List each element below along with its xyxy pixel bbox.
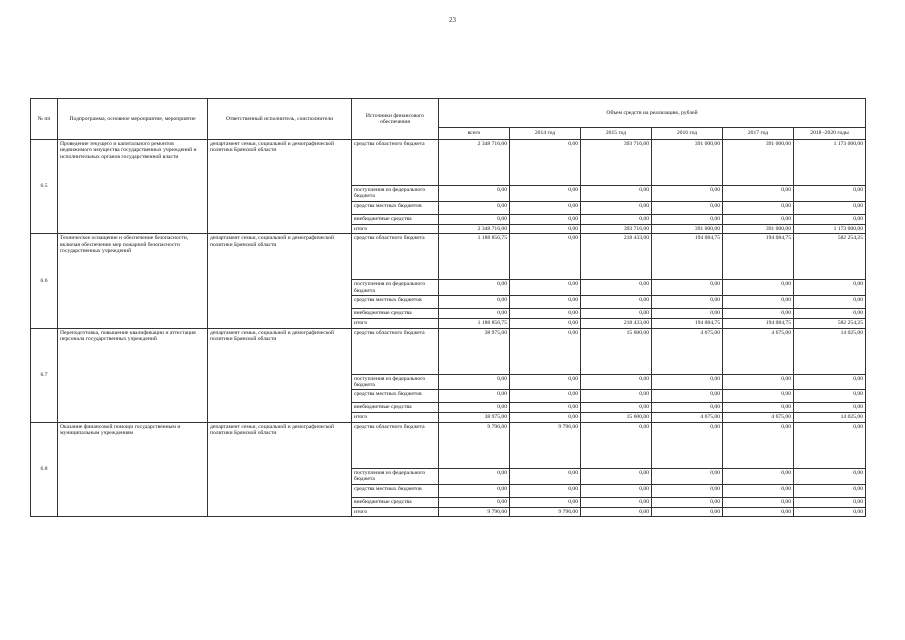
- budget-table: [30, 98, 866, 517]
- value-2015: 393 716,00: [581, 224, 652, 233]
- value-total: 0,00: [439, 468, 510, 484]
- header-year-2014: 2014 год: [510, 128, 581, 140]
- value-total: 0,00: [439, 484, 510, 497]
- value-2018-2020: 0,00: [794, 507, 866, 516]
- page-number: 23: [449, 16, 456, 24]
- value-2014: 0,00: [510, 319, 581, 328]
- value-total: 2 348 716,00: [439, 140, 510, 186]
- value-2018-2020: 0,00: [794, 390, 866, 403]
- value-2014: 0,00: [510, 224, 581, 233]
- source-regional-budget: средства областного бюджета: [352, 422, 439, 468]
- value-2014: 0,00: [510, 413, 581, 422]
- value-total: 0,00: [439, 296, 510, 309]
- value-2017: 4 675,00: [723, 328, 794, 374]
- value-2015: 0,00: [581, 507, 652, 516]
- row-index: 6.6: [31, 234, 58, 328]
- source-local-budgets: средства местных бюджетов: [352, 296, 439, 309]
- source-total: итого: [352, 319, 439, 328]
- value-2014: 0,00: [510, 484, 581, 497]
- header-num: № пп: [31, 99, 58, 140]
- row-index: 6.7: [31, 328, 58, 422]
- value-2014: 0,00: [510, 234, 581, 280]
- value-2018-2020: 0,00: [794, 309, 866, 319]
- activity-title: Проведение текущего и капитального ремонтов недвижимого имущества государственных учреждений и исполнительных органов государственной власти: [58, 140, 208, 234]
- value-2015: 0,00: [581, 309, 652, 319]
- value-2017: 194 084,75: [723, 319, 794, 328]
- header-source: Источники финансового обеспечения: [352, 99, 439, 140]
- value-2016: 0,00: [652, 296, 723, 309]
- value-total: 0,00: [439, 201, 510, 214]
- value-2017: 0,00: [723, 374, 794, 390]
- value-2016: 194 084,75: [652, 234, 723, 280]
- value-2014: 0,00: [510, 309, 581, 319]
- source-federal-budget: поступления из федерального бюджета: [352, 186, 439, 202]
- value-2015: 393 716,00: [581, 140, 652, 186]
- value-2015: 0,00: [581, 484, 652, 497]
- header-year-2015: 2015 год: [581, 128, 652, 140]
- value-2018-2020: 0,00: [794, 186, 866, 202]
- header-executor: Ответственный исполнитель, соисполнители: [208, 99, 352, 140]
- value-2016: 0,00: [652, 201, 723, 214]
- table-header: [31, 99, 866, 140]
- value-2018-2020: 0,00: [794, 201, 866, 214]
- value-total: 2 348 716,00: [439, 224, 510, 233]
- value-total: 1 188 856,75: [439, 234, 510, 280]
- value-2016: 0,00: [652, 214, 723, 224]
- source-local-budgets: средства местных бюджетов: [352, 201, 439, 214]
- value-2016: 391 000,00: [652, 224, 723, 233]
- value-2015: 0,00: [581, 422, 652, 468]
- row-index: 6.5: [31, 140, 58, 234]
- executor: департамент семьи, социальной и демографической политики Брянской области: [208, 328, 352, 422]
- value-2018-2020: 0,00: [794, 403, 866, 413]
- value-2017: 4 675,00: [723, 413, 794, 422]
- value-2014: 0,00: [510, 328, 581, 374]
- value-2015: 0,00: [581, 468, 652, 484]
- value-2018-2020: 582 254,25: [794, 234, 866, 280]
- value-2015: 0,00: [581, 390, 652, 403]
- value-2016: 391 000,00: [652, 140, 723, 186]
- value-total: 0,00: [439, 390, 510, 403]
- value-2017: 0,00: [723, 309, 794, 319]
- value-total: 0,00: [439, 309, 510, 319]
- value-2018-2020: 1 173 000,00: [794, 140, 866, 186]
- source-regional-budget: средства областного бюджета: [352, 328, 439, 374]
- value-2017: 391 000,00: [723, 224, 794, 233]
- value-2014: 0,00: [510, 214, 581, 224]
- source-local-budgets: средства местных бюджетов: [352, 484, 439, 497]
- value-2016: 0,00: [652, 422, 723, 468]
- value-2015: 0,00: [581, 374, 652, 390]
- value-2018-2020: 0,00: [794, 214, 866, 224]
- value-2016: 4 675,00: [652, 328, 723, 374]
- value-2014: 0,00: [510, 468, 581, 484]
- executor: департамент семьи, социальной и демографической политики Брянской области: [208, 140, 352, 234]
- value-2017: 0,00: [723, 422, 794, 468]
- value-2016: 0,00: [652, 186, 723, 202]
- header-volume: Объем средств на реализацию, рублей: [439, 99, 866, 128]
- value-2016: 0,00: [652, 374, 723, 390]
- value-2018-2020: 0,00: [794, 497, 866, 507]
- value-2014: 0,00: [510, 374, 581, 390]
- value-total: 9 796,00: [439, 422, 510, 468]
- source-federal-budget: поступления из федерального бюджета: [352, 468, 439, 484]
- source-federal-budget: поступления из федерального бюджета: [352, 280, 439, 296]
- value-2015: 15 600,00: [581, 328, 652, 374]
- value-2014: 0,00: [510, 403, 581, 413]
- value-2016: 0,00: [652, 497, 723, 507]
- source-extrabudgetary: внебюджетные средства: [352, 403, 439, 413]
- value-2015: 218 433,00: [581, 319, 652, 328]
- value-2017: 0,00: [723, 403, 794, 413]
- activity-title: Техническое оснащение и обеспечение безопасности, включая обеспечение мер пожарной безопасности государственных учреждений: [58, 234, 208, 328]
- value-2015: 0,00: [581, 201, 652, 214]
- value-2018-2020: 0,00: [794, 484, 866, 497]
- value-2016: 0,00: [652, 403, 723, 413]
- value-2015: 15 600,00: [581, 413, 652, 422]
- value-2016: 0,00: [652, 280, 723, 296]
- value-2014: 9 796,00: [510, 422, 581, 468]
- value-2018-2020: 0,00: [794, 374, 866, 390]
- value-2017: 0,00: [723, 468, 794, 484]
- value-2014: 0,00: [510, 390, 581, 403]
- header-subprogram: Подпрограмма, основное мероприятие, мероприятие: [58, 99, 208, 140]
- value-2015: 0,00: [581, 497, 652, 507]
- value-2018-2020: 0,00: [794, 422, 866, 468]
- source-total: итого: [352, 413, 439, 422]
- source-total: итого: [352, 507, 439, 516]
- activity-title: Переподготовка, повышение квалификации и аттестация персонала государственных учреждений: [58, 328, 208, 422]
- value-2017: 0,00: [723, 484, 794, 497]
- row-index: 6.8: [31, 422, 58, 516]
- value-2015: 0,00: [581, 214, 652, 224]
- table-row: [31, 422, 866, 468]
- value-2016: 0,00: [652, 390, 723, 403]
- value-2015: 0,00: [581, 186, 652, 202]
- value-2018-2020: 0,00: [794, 280, 866, 296]
- value-total: 38 975,00: [439, 328, 510, 374]
- value-total: 1 188 856,75: [439, 319, 510, 328]
- value-2014: 0,00: [510, 186, 581, 202]
- value-2017: 0,00: [723, 201, 794, 214]
- value-2014: 9 796,00: [510, 507, 581, 516]
- value-total: 9 796,00: [439, 507, 510, 516]
- value-2016: 194 084,75: [652, 319, 723, 328]
- source-total: итого: [352, 224, 439, 233]
- value-2016: 0,00: [652, 468, 723, 484]
- value-2017: 0,00: [723, 214, 794, 224]
- table-row: [31, 328, 866, 374]
- table-body: [31, 140, 866, 517]
- value-2017: 0,00: [723, 296, 794, 309]
- source-regional-budget: средства областного бюджета: [352, 140, 439, 186]
- activity-title: Оказание финансовой помощи государственным и муниципальным учреждениям: [58, 422, 208, 516]
- value-2017: 391 000,00: [723, 140, 794, 186]
- value-2017: 0,00: [723, 280, 794, 296]
- value-total: 0,00: [439, 374, 510, 390]
- source-local-budgets: средства местных бюджетов: [352, 390, 439, 403]
- value-total: 0,00: [439, 280, 510, 296]
- value-2016: 0,00: [652, 484, 723, 497]
- value-2018-2020: 0,00: [794, 468, 866, 484]
- header-year-2016: 2016 год: [652, 128, 723, 140]
- value-2017: 194 084,75: [723, 234, 794, 280]
- value-2014: 0,00: [510, 201, 581, 214]
- header-year-total: всего: [439, 128, 510, 140]
- value-total: 0,00: [439, 214, 510, 224]
- value-total: 0,00: [439, 403, 510, 413]
- value-2017: 0,00: [723, 497, 794, 507]
- value-2018-2020: 0,00: [794, 296, 866, 309]
- value-2014: 0,00: [510, 497, 581, 507]
- value-2018-2020: 14 025,00: [794, 328, 866, 374]
- header-year-2018-2020: 2018 -2020 годы: [794, 128, 866, 140]
- source-extrabudgetary: внебюджетные средства: [352, 309, 439, 319]
- executor: департамент семьи, социальной и демографической политики Брянской области: [208, 234, 352, 328]
- value-2016: 0,00: [652, 507, 723, 516]
- source-extrabudgetary: внебюджетные средства: [352, 497, 439, 507]
- value-2017: 0,00: [723, 507, 794, 516]
- value-2018-2020: 14 025,00: [794, 413, 866, 422]
- value-total: 0,00: [439, 186, 510, 202]
- table-row: [31, 234, 866, 280]
- table-row: [31, 140, 866, 186]
- header-year-2017: 2017 год: [723, 128, 794, 140]
- value-2014: 0,00: [510, 296, 581, 309]
- value-2014: 0,00: [510, 280, 581, 296]
- source-federal-budget: поступления из федерального бюджета: [352, 374, 439, 390]
- source-extrabudgetary: внебюджетные средства: [352, 214, 439, 224]
- value-total: 0,00: [439, 497, 510, 507]
- value-2014: 0,00: [510, 140, 581, 186]
- value-2015: 0,00: [581, 296, 652, 309]
- source-regional-budget: средства областного бюджета: [352, 234, 439, 280]
- executor: департамент семьи, социальной и демографической политики Брянской области: [208, 422, 352, 516]
- value-total: 38 975,00: [439, 413, 510, 422]
- value-2016: 0,00: [652, 309, 723, 319]
- value-2017: 0,00: [723, 390, 794, 403]
- value-2018-2020: 582 254,25: [794, 319, 866, 328]
- value-2018-2020: 1 173 000,00: [794, 224, 866, 233]
- value-2015: 218 433,00: [581, 234, 652, 280]
- value-2016: 4 675,00: [652, 413, 723, 422]
- value-2015: 0,00: [581, 280, 652, 296]
- value-2015: 0,00: [581, 403, 652, 413]
- value-2017: 0,00: [723, 186, 794, 202]
